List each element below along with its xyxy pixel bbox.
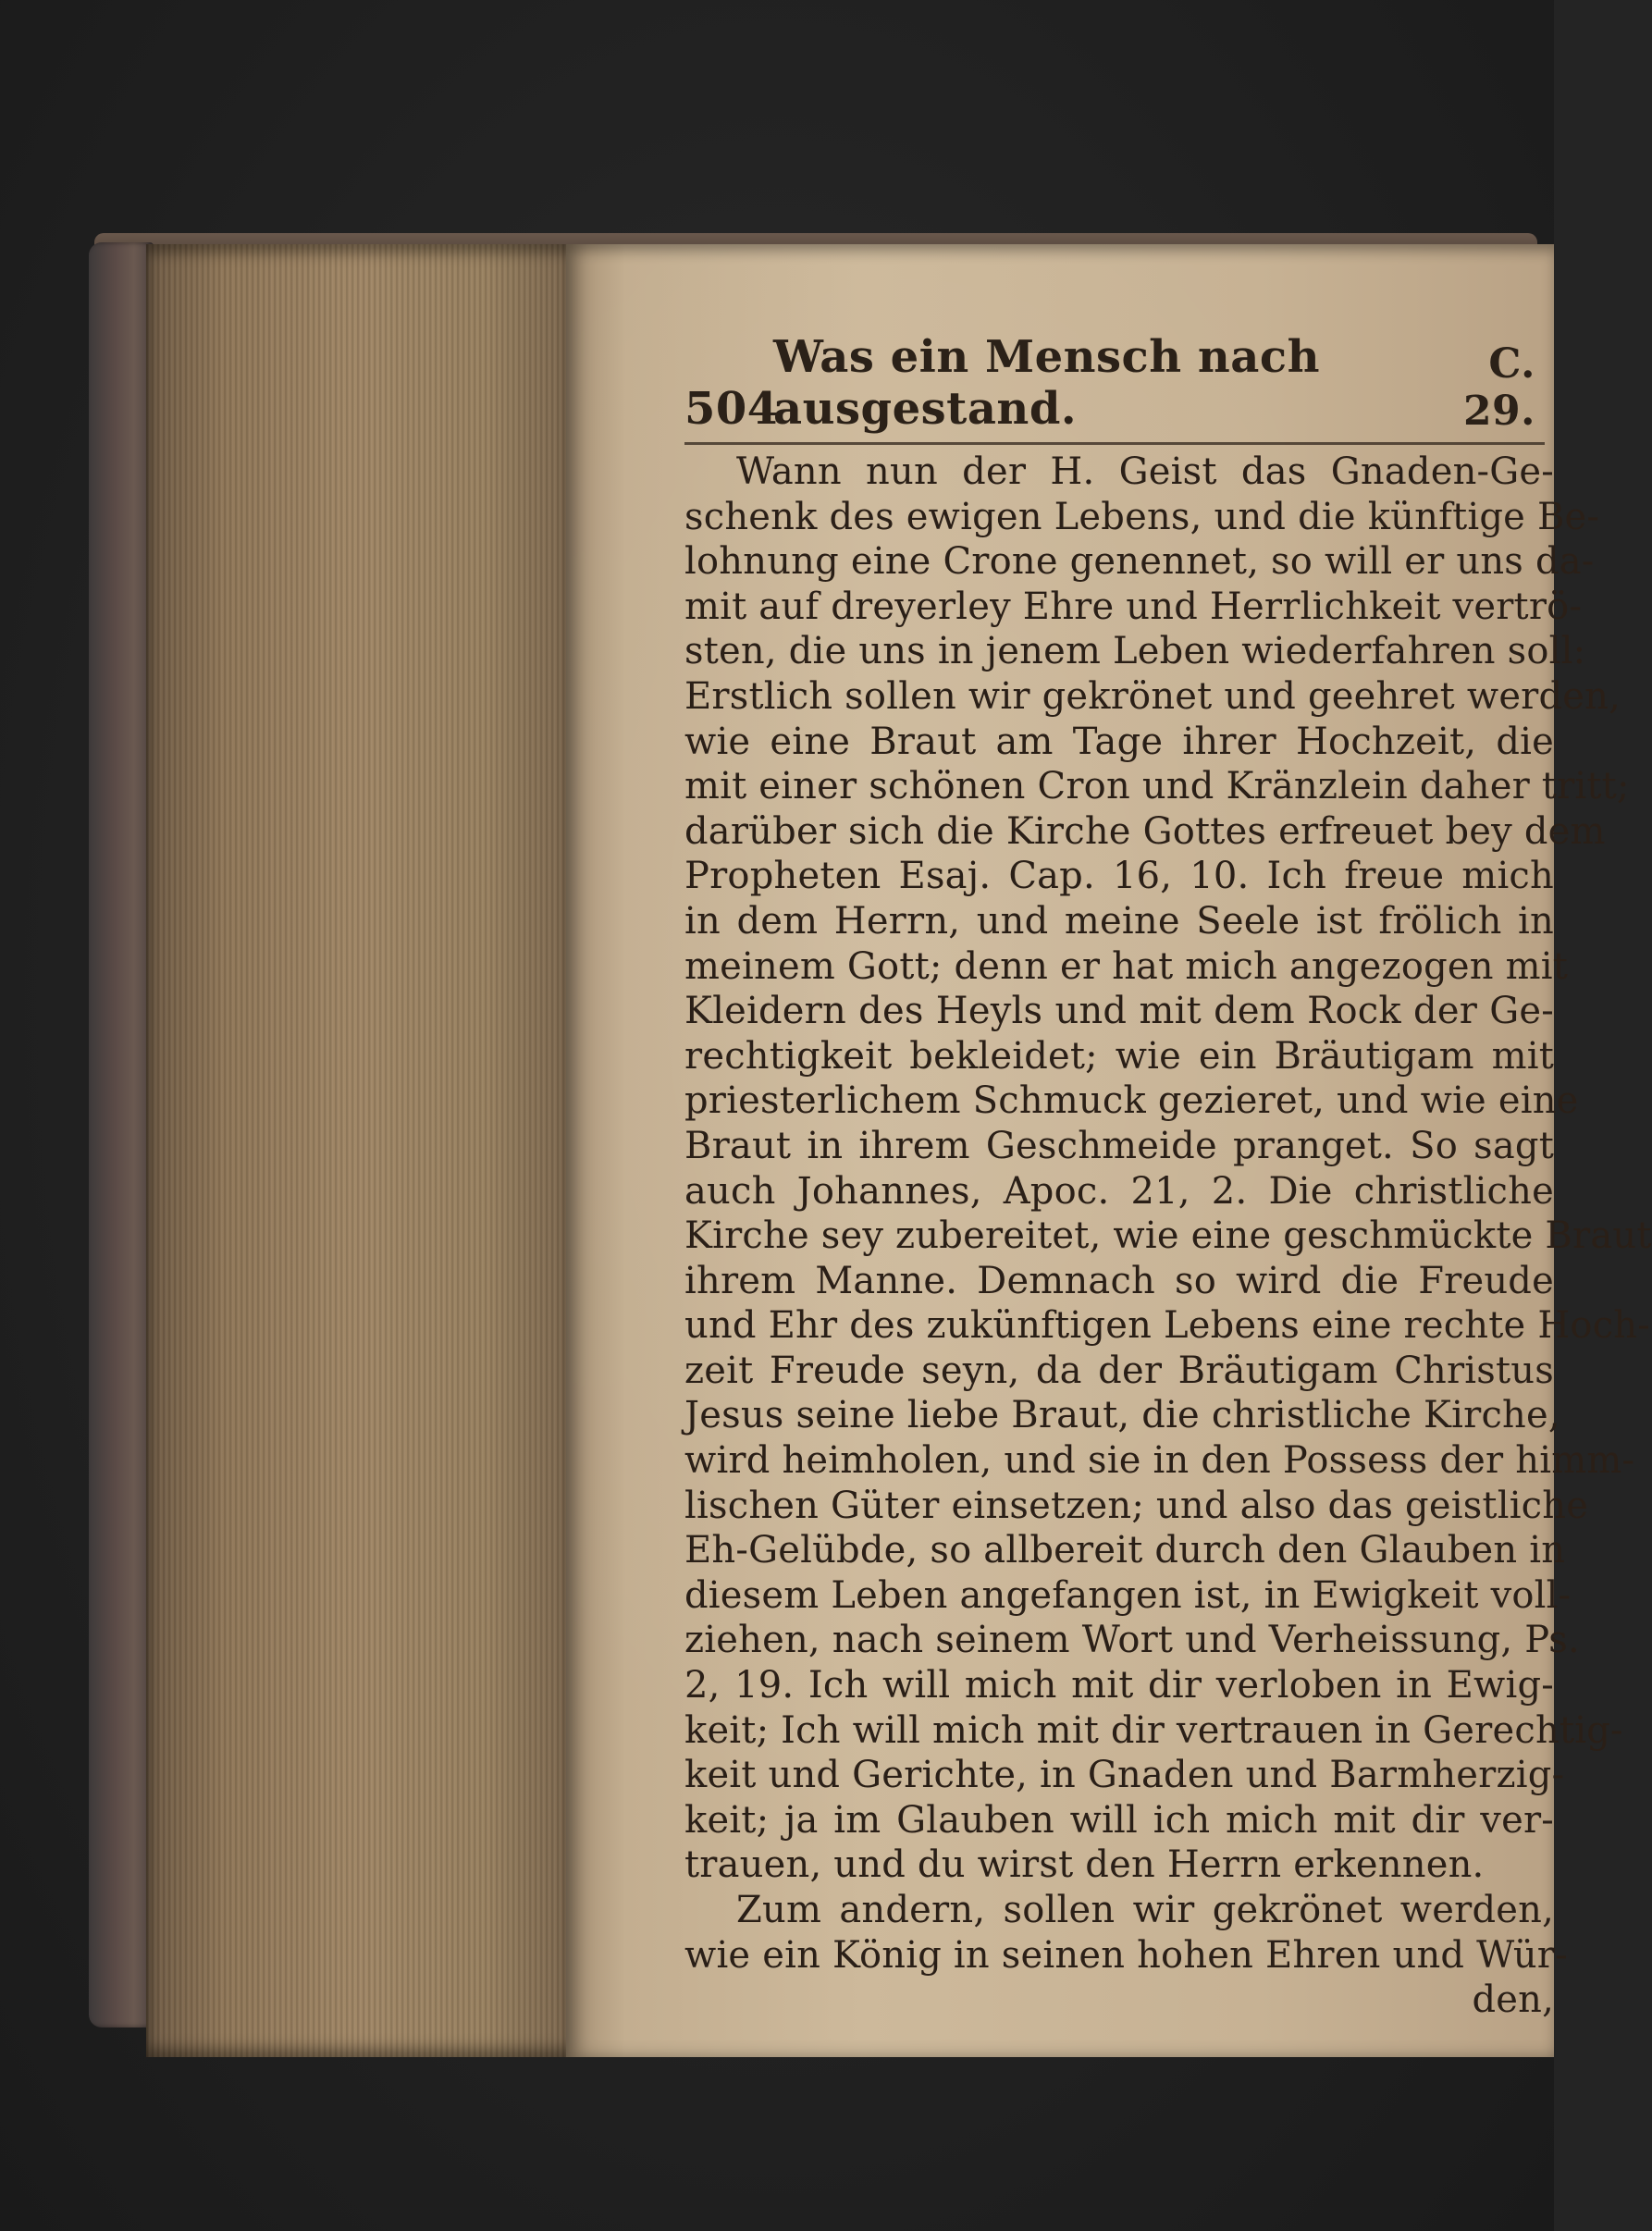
text-line: diesem Leben angefangen ist, in Ewigkeit voll- xyxy=(684,1573,1572,1617)
text-line: Kirche sey zubereitet, wie eine geschmückte Braut xyxy=(684,1214,1652,1258)
text-line: trauen, und du wirst den Herrn erkennen. xyxy=(684,1843,1485,1887)
text-line: ihrem Manne. Demnach so wird die Freude xyxy=(684,1259,1554,1302)
text-line: Kleidern des Heyls und mit dem Rock der Ge- xyxy=(684,990,1554,1033)
book-page xyxy=(566,244,1652,2057)
text-line: meinem Gott; denn er hat mich angezogen mit xyxy=(684,944,1569,988)
page-body xyxy=(684,450,1652,2023)
text-line: Braut in ihrem Geschmeide pranget. So sagt xyxy=(684,1124,1554,1167)
header-rule xyxy=(684,442,1545,445)
text-line: und Ehr des zukünftigen Lebens eine rechte Hoch- xyxy=(684,1304,1650,1348)
chapter-marker: C. 29. xyxy=(1462,340,1535,435)
text-line: Propheten Esaj. Cap. 16, 10. Ich freue mich xyxy=(684,855,1554,898)
text-line: mit einer schönen Cron und Kränzlein daher tritt; xyxy=(684,765,1630,808)
book xyxy=(89,233,1652,2068)
text-line: wie ein König in seinen hohen Ehren und Wür- xyxy=(684,1933,1568,1977)
text-line: auch Johannes, Apoc. 21, 2. Die christliche xyxy=(684,1169,1554,1213)
text-line: keit und Gerichte, in Gnaden und Barmherzig- xyxy=(684,1754,1565,1797)
text-line: Jesus seine liebe Braut, die christliche Kirche, xyxy=(684,1394,1560,1437)
text-line: Eh-Gelübde, so allbereit durch den Glauben in xyxy=(684,1529,1566,1572)
text-line: schenk des ewigen Lebens, und die künftige Be- xyxy=(684,495,1600,538)
text-line: Zum andern, sollen wir gekrönet werden, xyxy=(736,1889,1554,1931)
text-line: in dem Herrn, und meine Seele ist frölich in xyxy=(684,899,1554,943)
text-line: sten, die uns in jenem Leben wiederfahren soll: xyxy=(684,630,1586,673)
book-page-edges xyxy=(146,244,572,2057)
text-line: rechtigkeit bekleidet; wie ein Bräutigam mit xyxy=(684,1034,1554,1078)
text-line: Erstlich sollen wir gekrönet und geehret werden, xyxy=(684,674,1621,718)
text-line: wird heimholen, und sie in den Possess der himm- xyxy=(684,1439,1635,1483)
page-number: 504 xyxy=(684,383,779,435)
text-line: wie eine Braut am Tage ihrer Hochzeit, die xyxy=(684,720,1554,763)
text-line: zeit Freude seyn, da der Bräutigam Christus xyxy=(684,1349,1554,1392)
text-line: lohnung eine Crone genennet, so will er uns da- xyxy=(684,540,1595,584)
text-line: darüber sich die Kirche Gottes erfreuet bey dem xyxy=(684,809,1606,853)
text-line: ziehen, nach seinem Wort und Verheissung, Ps. xyxy=(684,1619,1580,1662)
running-head: Was ein Mensch nach ausgestand. xyxy=(773,331,1321,435)
page-header xyxy=(684,331,1535,435)
text-line: keit; ja im Glauben will ich mich mit dir ver- xyxy=(684,1798,1554,1842)
text-line: Wann nun der H. Geist das Gnaden-Ge- xyxy=(736,450,1554,493)
text-line: lischen Güter einsetzen; und also das geistliche xyxy=(684,1484,1589,1527)
catchword: den, xyxy=(1472,1978,1554,2022)
text-line: keit; Ich will mich mit dir vertrauen in Gerechtig- xyxy=(684,1708,1623,1752)
book-cover-board xyxy=(89,242,154,2028)
text-line: mit auf dreyerley Ehre und Herrlichkeit vertrö- xyxy=(684,585,1583,628)
text-line: 2, 19. Ich will mich mit dir verloben in Ewig- xyxy=(684,1664,1554,1707)
text-line: priesterlichem Schmuck gezieret, und wie eine xyxy=(684,1079,1579,1123)
